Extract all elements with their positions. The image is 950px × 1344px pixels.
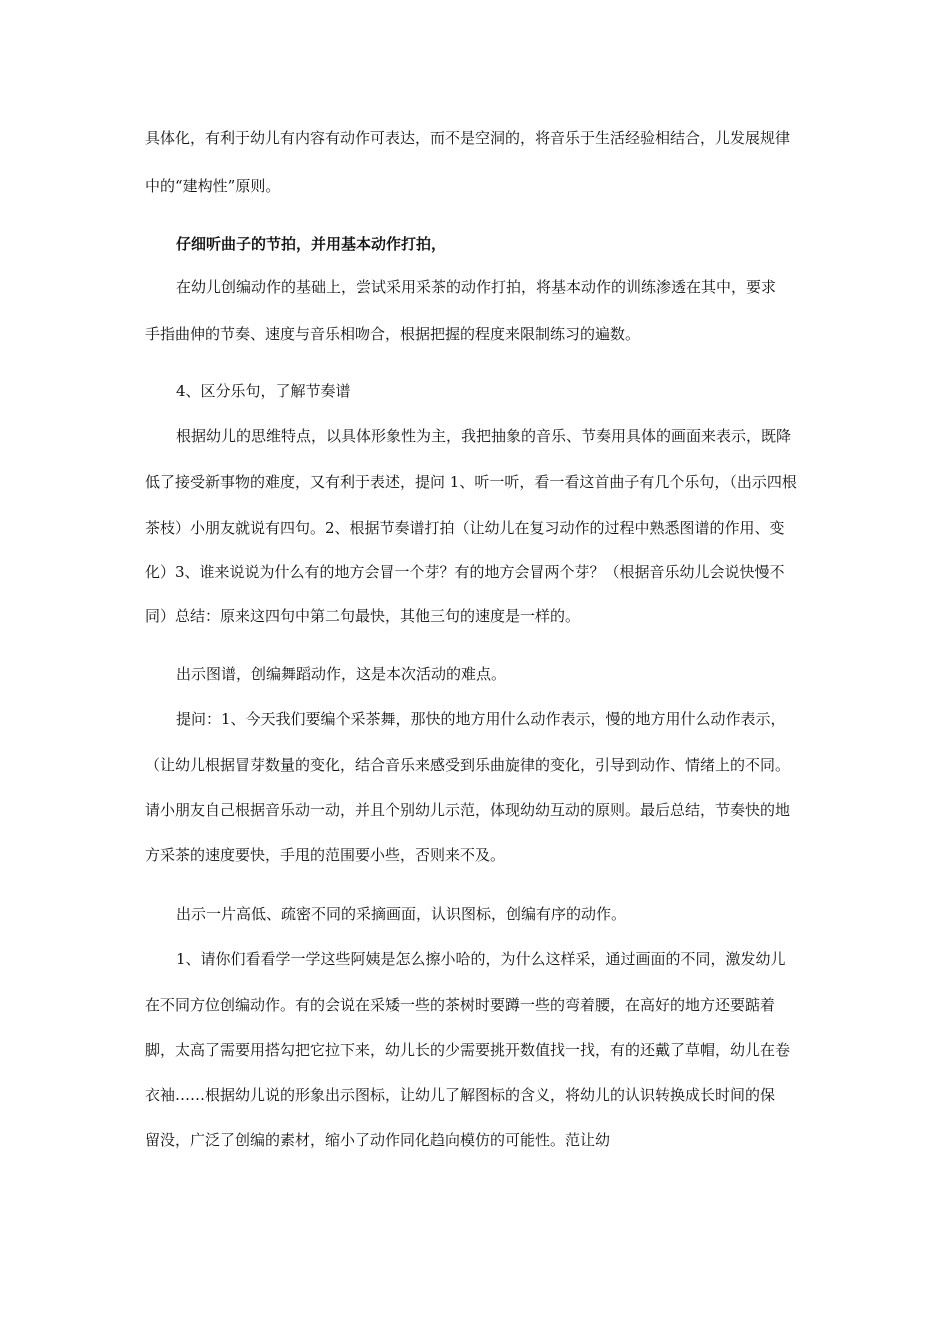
paragraph-line: 请小朋友自己根据音乐动一动，并且个别幼儿示范，体现幼幼互动的原则。最后总结，节奏快的地 xyxy=(145,801,791,819)
paragraph-line: 手指曲伸的节奏、速度与音乐相吻合，根据把握的程度来限制练习的遍数。 xyxy=(145,325,641,343)
section-heading: 4、区分乐句，了解节奏谱 xyxy=(176,382,351,400)
paragraph-line: 茶枝）小朋友就说有四句。2、根据节奏谱打拍（让幼儿在复习动作的过程中熟悉图谱的作用、变 xyxy=(145,519,785,537)
paragraph-line: 化）3、谁来说说为什么有的地方会冒一个芽？有的地方会冒两个芽？（根据音乐幼儿会说快慢不 xyxy=(145,563,785,581)
section-heading: 出示图谱，创编舞蹈动作，这是本次活动的难点。 xyxy=(176,665,507,683)
paragraph-line: 方采茶的速度要快，手甩的范围要小些，否则来不及。 xyxy=(145,846,506,864)
paragraph-line: 留没，广泛了创编的素材，缩小了动作同化趋向模仿的可能性。范让幼 xyxy=(145,1131,611,1149)
paragraph-line: 提问：1、今天我们要编个采茶舞，那快的地方用什么动作表示，慢的地方用什么动作表示， xyxy=(176,710,786,728)
paragraph-line: 同）总结：原来这四句中第二句最快，其他三句的速度是一样的。 xyxy=(145,607,581,625)
paragraph-line: 1、请你们看看学一学这些阿姨是怎么擦小哈的，为什么这样采，通过画面的不同，激发幼儿 xyxy=(176,950,786,968)
section-heading: 仔细听曲子的节拍，并用基本动作打拍， xyxy=(176,235,447,253)
paragraph-line: （让幼儿根据冒芽数量的变化，结合音乐来感受到乐曲旋律的变化，引导到动作、情绪上的不同。 xyxy=(145,756,791,774)
paragraph-line: 低了接受新事物的难度，又有利于表述，提问 1、听一听，看一看这首曲子有几个乐句，（出示四根 xyxy=(145,473,797,491)
section-heading: 出示一片高低、疏密不同的采摘画面，认识图标，创编有序的动作。 xyxy=(176,905,627,923)
paragraph-line: 具体化，有利于幼儿有内容有动作可表达，而不是空洞的，将音乐于生活经验相结合，儿发展规律 xyxy=(145,129,791,147)
paragraph-line: 根据幼儿的思维特点，以具体形象性为主，我把抽象的音乐、节奏用具体的画面来表示，既降 xyxy=(176,427,792,445)
paragraph-line: 脚，太高了需要用搭勾把它拉下来，幼儿长的少需要挑开数值找一找，有的还戴了草帽，幼儿在卷 xyxy=(145,1041,791,1059)
paragraph-line: 中的“建构性”原则。 xyxy=(145,177,281,195)
paragraph-line: 在不同方位创编动作。有的会说在采矮一些的茶树时要蹲一些的弯着腰，在高好的地方还要踮着 xyxy=(145,996,776,1014)
paragraph-line: 衣袖……根据幼儿说的形象出示图标，让幼儿了解图标的含义，将幼儿的认识转换成长时间的保 xyxy=(145,1086,776,1104)
paragraph-line: 在幼儿创编动作的基础上，尝试采用采茶的动作打拍，将基本动作的训练渗透在其中，要求 xyxy=(176,278,777,296)
